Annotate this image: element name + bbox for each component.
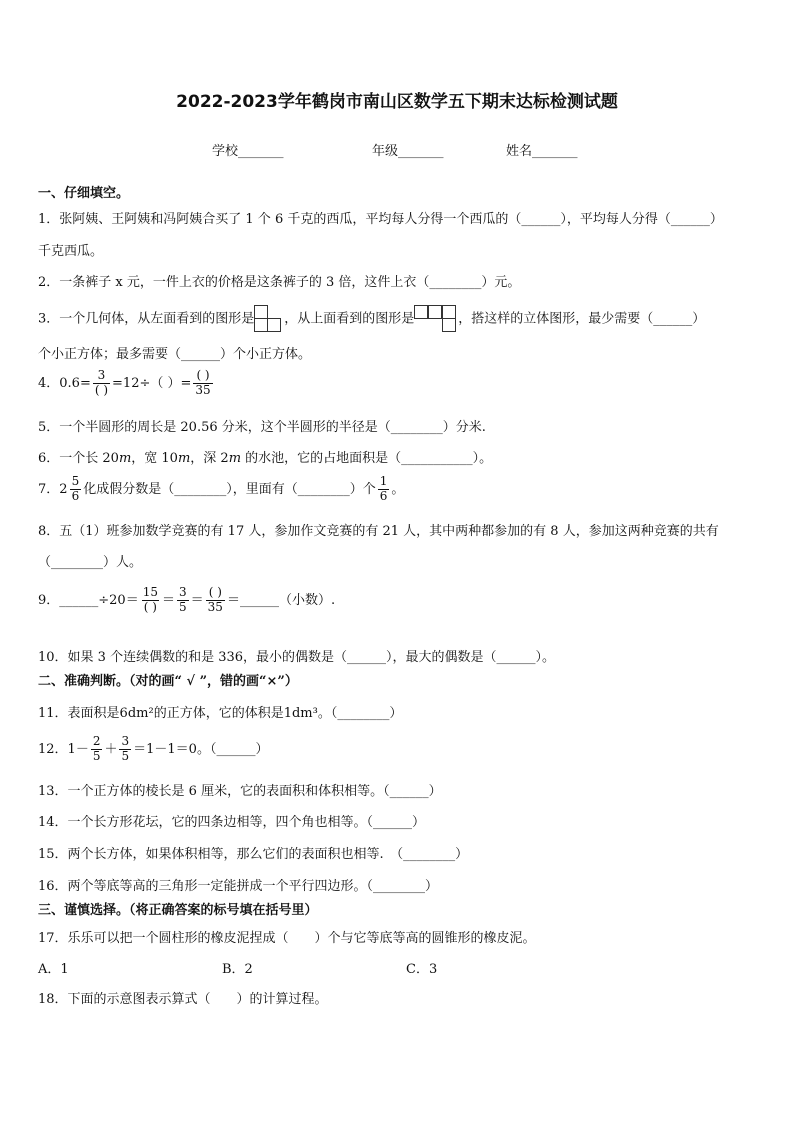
name-field: 姓名_______: [506, 144, 578, 159]
school-field: 学校_______: [212, 144, 284, 159]
question-6: 6．一个长 20m，宽 10m，深 2m 的水池，它的占地面积是（___________）。: [38, 451, 493, 466]
q17-choice-a: A．1: [38, 962, 69, 977]
page-title: 2022-2023学年鹤岗市南山区数学五下期末达标检测试题: [176, 92, 618, 112]
question-7: 7． 2 $\frac{5}{6}$ 化成假分数是（________），里面有（________）个 $\frac{1}{6}$ 。: [38, 474, 405, 503]
question-3: 3．一个几何体，从左面看到的图形是 ，从上面看到的图形是 ，搭这样的立体图形，最少需要（______）: [38, 305, 705, 333]
question-5: 5．一个半圆形的周长是 20.56 分米，这个半圆形的半径是（________）分米.: [38, 420, 486, 435]
q9-fraction-2: $\frac{3}{5}$: [179, 585, 187, 614]
question-9: 9．______÷20＝ $\frac{15}{( )}$ ＝ $\frac{3}{5}$ ＝ $\frac{( )}{35}$ ＝______（小数）.: [38, 585, 336, 614]
question-8: 8．五（1）班参加数学竞赛的有 17 人，参加作文竞赛的有 21 人，其中两种都参加的有 8 人，参加这两种竞赛的共有: [38, 524, 719, 539]
question-11: 11．表面积是6dm²的正方体，它的体积是1dm³。（________）: [38, 706, 403, 721]
section-1-heading: 一、仔细填空。: [38, 186, 130, 201]
left-view-figure: [254, 305, 284, 333]
q4-fraction-1: $\frac{3}{( )}$: [94, 368, 109, 397]
question-4: 4．0.6= $\frac{3}{( )}$ =12÷（ ）= $\frac{( )}{35}$: [38, 368, 211, 397]
q17-choice-c: C．3: [406, 962, 438, 977]
section-2-heading: 二、准确判断。（对的画“ √ ”，错的画“×”）: [38, 674, 298, 689]
grade-field: 年级_______: [372, 144, 444, 159]
q12-fraction-1: $\frac{2}{5}$: [92, 734, 101, 763]
question-14: 14．一个长方形花坛，它的四条边相等，四个角也相等。（______）: [38, 815, 426, 830]
question-16: 16．两个等底等高的三角形一定能拼成一个平行四边形。（________）: [38, 879, 439, 894]
q9-fraction-1: $\frac{15}{( )}$: [142, 585, 158, 614]
question-10: 10．如果 3 个连续偶数的和是 336，最小的偶数是（______），最大的偶数是（______）。: [38, 650, 556, 665]
q7-mixed-number: 2 $\frac{5}{6}$: [59, 474, 80, 503]
q9-fraction-3: $\frac{( )}{35}$: [207, 585, 223, 614]
question-1: 1．张阿姨、王阿姨和冯阿姨合买了 1 个 6 千克的西瓜，平均每人分得一个西瓜的（______），平均每人分得（______）: [38, 212, 723, 227]
question-13: 13．一个正方体的棱长是 6 厘米，它的表面积和体积相等。（______）: [38, 784, 442, 799]
q12-fraction-2: $\frac{3}{5}$: [121, 734, 130, 763]
question-18: 18．下面的示意图表示算式（ ）的计算过程。: [38, 992, 328, 1007]
section-3-heading: 三、谨慎选择。（将正确答案的标号填在括号里）: [38, 903, 318, 918]
top-view-figure: [414, 305, 458, 333]
question-12: 12．1－ $\frac{2}{5}$ ＋ $\frac{3}{5}$ ＝1－1＝0。（______）: [38, 734, 269, 763]
q17-choice-b: B．2: [222, 962, 253, 977]
question-1-cont: 千克西瓜。: [38, 244, 104, 259]
question-8-cont: （________）人。: [38, 555, 143, 570]
question-3-cont: 个小正方体；最多需要（______）个小正方体。: [38, 347, 312, 362]
q7-unit-fraction: $\frac{1}{6}$: [379, 474, 388, 503]
student-info-line: [0, 140, 794, 160]
q4-fraction-2: $\frac{( )}{35}$: [195, 368, 211, 397]
question-15: 15．两个长方体，如果体积相等，那么它们的表面积也相等. （________）: [38, 847, 469, 862]
question-2: 2．一条裤子 x 元，一件上衣的价格是这条裤子的 3 倍，这件上衣（________）元。: [38, 275, 521, 290]
question-17: 17．乐乐可以把一个圆柱形的橡皮泥捏成（ ）个与它等底等高的圆锥形的橡皮泥。: [38, 931, 536, 946]
